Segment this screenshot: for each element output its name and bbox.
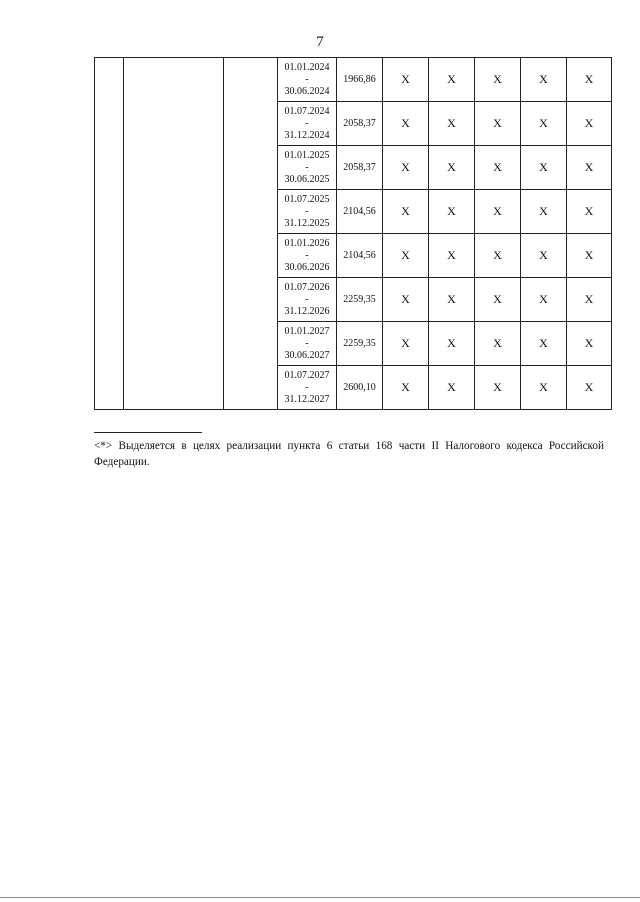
x-mark: X bbox=[567, 190, 612, 234]
x-mark: X bbox=[521, 366, 567, 410]
tariff-value: 1966,86 bbox=[337, 58, 383, 102]
period-end: 30.06.2024 bbox=[284, 85, 330, 97]
tariff-value: 2058,37 bbox=[337, 146, 383, 190]
period-start: 01.01.2027 bbox=[284, 325, 330, 337]
x-mark: X bbox=[567, 278, 612, 322]
x-mark: X bbox=[475, 278, 521, 322]
period-end: 31.12.2026 bbox=[284, 305, 330, 317]
x-mark: X bbox=[475, 146, 521, 190]
table-body bbox=[95, 58, 612, 410]
period-end: 31.12.2027 bbox=[284, 393, 330, 405]
period-end: 30.06.2027 bbox=[284, 349, 330, 361]
x-mark: X bbox=[429, 366, 475, 410]
empty-cell-col2 bbox=[124, 58, 224, 410]
x-mark: X bbox=[475, 58, 521, 102]
x-mark: X bbox=[567, 58, 612, 102]
x-mark: X bbox=[567, 366, 612, 410]
period-dash: - bbox=[305, 73, 309, 85]
x-mark: X bbox=[429, 190, 475, 234]
x-mark: X bbox=[567, 322, 612, 366]
period-cell bbox=[278, 366, 337, 410]
period-dash: - bbox=[305, 117, 309, 129]
footnote-text: <*> Выделяется в целях реализации пункта 6 статьи 168 части II Налогового кодекса Российской Федерации. bbox=[94, 440, 604, 468]
x-mark: X bbox=[567, 146, 612, 190]
tariff-value: 2058,37 bbox=[337, 102, 383, 146]
period-cell bbox=[278, 146, 337, 190]
tariff-value: 2104,56 bbox=[337, 190, 383, 234]
x-mark: X bbox=[521, 146, 567, 190]
page-number: 7 bbox=[316, 34, 324, 50]
footnote-divider bbox=[94, 432, 202, 433]
x-mark: X bbox=[429, 278, 475, 322]
x-mark: X bbox=[475, 190, 521, 234]
x-mark: X bbox=[567, 234, 612, 278]
x-mark: X bbox=[475, 102, 521, 146]
tariff-value: 2259,35 bbox=[337, 278, 383, 322]
period-end: 31.12.2025 bbox=[284, 217, 330, 229]
x-mark: X bbox=[521, 190, 567, 234]
period-end: 30.06.2025 bbox=[284, 173, 330, 185]
period-start: 01.07.2025 bbox=[284, 193, 330, 205]
x-mark: X bbox=[429, 234, 475, 278]
x-mark: X bbox=[383, 190, 429, 234]
period-cell bbox=[278, 58, 337, 102]
period-dash: - bbox=[305, 205, 309, 217]
period-start: 01.07.2024 bbox=[284, 105, 330, 117]
period-start: 01.07.2027 bbox=[284, 369, 330, 381]
tariff-value: 2259,35 bbox=[337, 322, 383, 366]
period-dash: - bbox=[305, 381, 309, 393]
x-mark: X bbox=[521, 102, 567, 146]
x-mark: X bbox=[383, 102, 429, 146]
x-mark: X bbox=[383, 234, 429, 278]
x-mark: X bbox=[521, 322, 567, 366]
empty-cell-col3 bbox=[224, 58, 278, 410]
period-cell bbox=[278, 234, 337, 278]
period-end: 31.12.2024 bbox=[284, 129, 330, 141]
period-start: 01.01.2026 bbox=[284, 237, 330, 249]
x-mark: X bbox=[475, 366, 521, 410]
period-dash: - bbox=[305, 249, 309, 261]
x-mark: X bbox=[383, 58, 429, 102]
x-mark: X bbox=[429, 322, 475, 366]
tariff-value: 2104,56 bbox=[337, 234, 383, 278]
x-mark: X bbox=[521, 58, 567, 102]
x-mark: X bbox=[383, 322, 429, 366]
x-mark: X bbox=[383, 278, 429, 322]
x-mark: X bbox=[475, 322, 521, 366]
tariff-table bbox=[94, 57, 612, 410]
period-cell bbox=[278, 190, 337, 234]
period-start: 01.01.2024 bbox=[284, 61, 330, 73]
period-start: 01.07.2026 bbox=[284, 281, 330, 293]
period-cell bbox=[278, 102, 337, 146]
x-mark: X bbox=[429, 146, 475, 190]
x-mark: X bbox=[521, 234, 567, 278]
period-cell bbox=[278, 278, 337, 322]
period-cell bbox=[278, 322, 337, 366]
x-mark: X bbox=[429, 102, 475, 146]
period-start: 01.01.2025 bbox=[284, 149, 330, 161]
period-end: 30.06.2026 bbox=[284, 261, 330, 273]
x-mark: X bbox=[429, 58, 475, 102]
x-mark: X bbox=[475, 234, 521, 278]
x-mark: X bbox=[383, 146, 429, 190]
period-dash: - bbox=[305, 337, 309, 349]
x-mark: X bbox=[383, 366, 429, 410]
empty-cell-col1 bbox=[95, 58, 124, 410]
period-dash: - bbox=[305, 161, 309, 173]
table-row bbox=[95, 58, 612, 102]
scan-edge-line bbox=[0, 897, 640, 898]
period-dash: - bbox=[305, 293, 309, 305]
x-mark: X bbox=[521, 278, 567, 322]
tariff-value: 2600,10 bbox=[337, 366, 383, 410]
x-mark: X bbox=[567, 102, 612, 146]
